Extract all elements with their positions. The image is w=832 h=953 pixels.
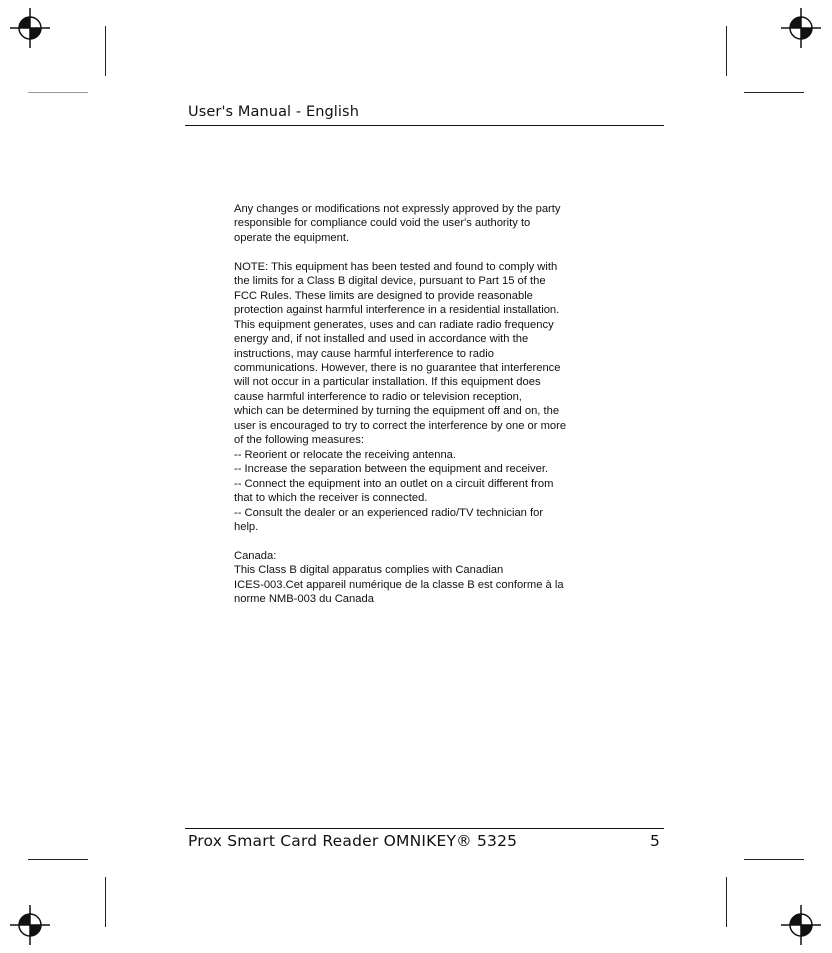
crop-mark-bottom-left-vertical	[105, 877, 106, 927]
text-line: of the following measures:	[234, 434, 364, 447]
text-line: -- Increase the separation between the equipment and receiver.	[234, 463, 549, 476]
paragraph	[234, 260, 614, 535]
text-line: that to which the receiver is connected.	[234, 492, 428, 505]
crop-mark-top-right-vertical	[726, 26, 727, 76]
text-line: cause harmful interference to radio or television reception,	[234, 390, 522, 403]
registration-mark-bottom-right	[781, 905, 821, 945]
text-line: -- Consult the dealer or an experienced radio/TV technician for	[234, 506, 544, 519]
crop-mark-top-left-horizontal	[28, 92, 88, 93]
text-line: instructions, may cause harmful interference to radio	[234, 347, 494, 360]
footer-rule	[185, 828, 664, 829]
page-number: 5	[650, 832, 660, 850]
crop-mark-bottom-right-horizontal	[744, 859, 804, 860]
crop-mark-bottom-right-vertical	[726, 877, 727, 927]
text-line: FCC Rules. These limits are designed to provide reasonable	[234, 289, 533, 302]
text-line: -- Connect the equipment into an outlet on a circuit different from	[234, 477, 554, 490]
crop-mark-top-left-vertical	[105, 26, 106, 76]
paragraph	[234, 549, 614, 607]
text-line: operate the equipment.	[234, 231, 350, 244]
crop-mark-top-right-horizontal	[744, 92, 804, 93]
text-line: will not occur in a particular installation. If this equipment does	[234, 376, 541, 389]
registration-mark-top-left	[10, 8, 50, 48]
text-line: responsible for compliance could void the user's authority to	[234, 217, 531, 230]
text-line: communications. However, there is no guarantee that interference	[234, 361, 561, 374]
text-line: Any changes or modifications not expressly approved by the party	[234, 203, 561, 215]
text-line: This Class B digital apparatus complies with Canadian	[234, 564, 504, 577]
text-line: NOTE: This equipment has been tested and found to comply with	[234, 260, 558, 273]
text-line: ICES-003.Cet appareil numérique de la classe B est conforme à la	[234, 578, 564, 591]
text-line: which can be determined by turning the equipment off and on, the	[234, 405, 560, 418]
text-line: Canada:	[234, 549, 277, 562]
body-text	[234, 202, 614, 621]
header-rule	[185, 125, 664, 126]
text-line: This equipment generates, uses and can radiate radio frequency	[234, 318, 554, 331]
footer-product-title: Prox Smart Card Reader OMNIKEY® 5325	[188, 832, 518, 850]
page-header-title: User's Manual - English	[188, 104, 359, 120]
text-line: the limits for a Class B digital device, pursuant to Part 15 of the	[234, 275, 546, 288]
text-line: protection against harmful interference in a residential installation.	[234, 304, 560, 317]
text-line: help.	[234, 520, 259, 533]
text-line: energy and, if not installed and used in accordance with the	[234, 333, 529, 346]
text-line: user is encouraged to try to correct the interference by one or more	[234, 419, 567, 432]
paragraph	[234, 202, 614, 245]
text-line: norme NMB-003 du Canada	[234, 593, 374, 606]
registration-mark-bottom-left	[10, 905, 50, 945]
registration-mark-top-right	[781, 8, 821, 48]
crop-mark-bottom-left-horizontal	[28, 859, 88, 860]
text-line: -- Reorient or relocate the receiving antenna.	[234, 448, 457, 461]
